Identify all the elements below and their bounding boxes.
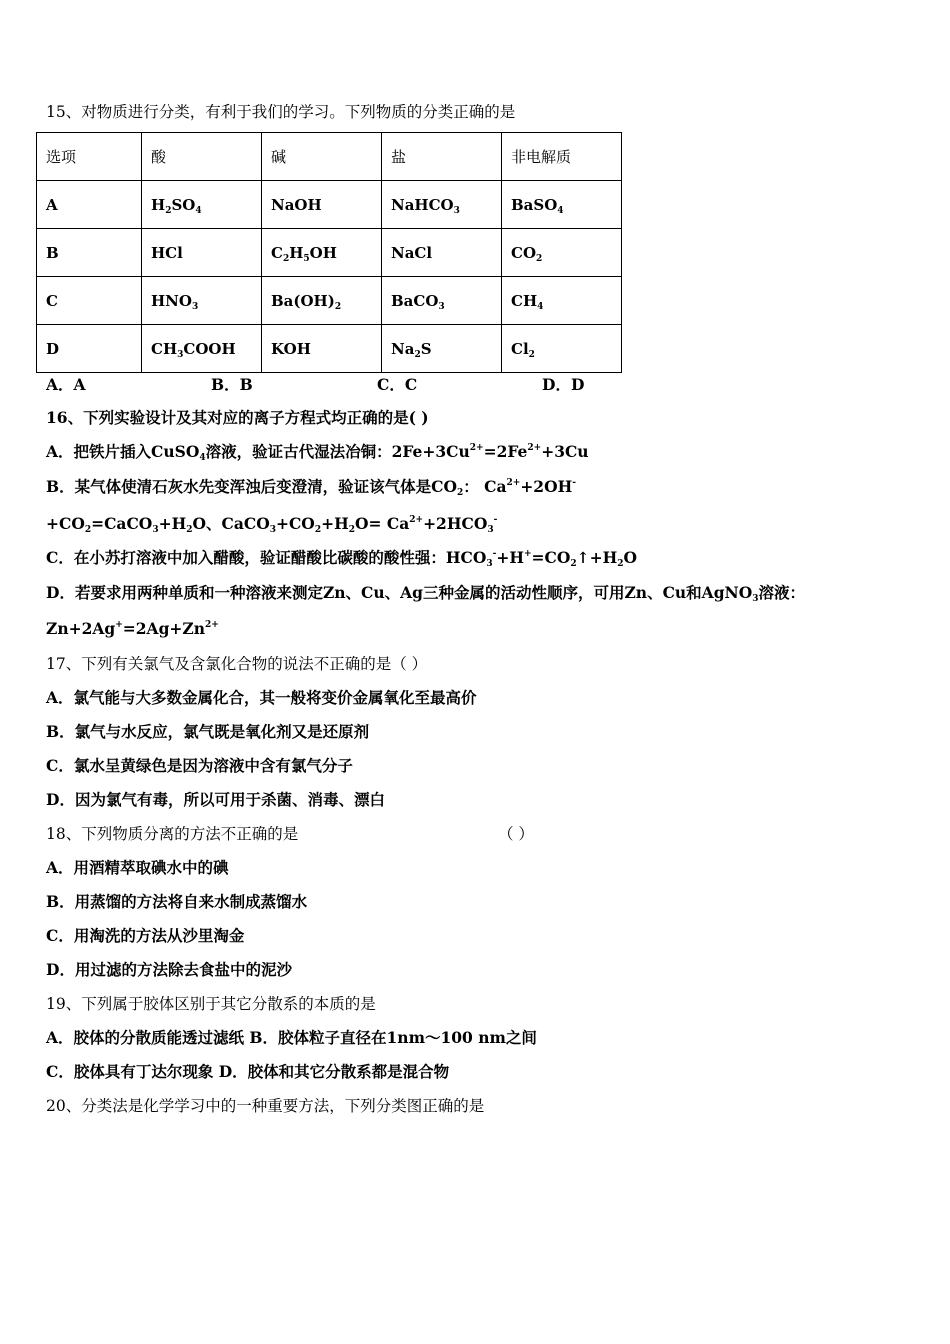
- table-cell: C: [37, 277, 142, 325]
- q15-options: [46, 373, 646, 395]
- q19-options-ab[interactable]: A．胶体的分散质能透过滤纸 B．胶体粒子直径在1nm～100 nm之间: [46, 1028, 537, 1047]
- q18-option-d[interactable]: D．用过滤的方法除去食盐中的泥沙: [46, 960, 292, 979]
- table-cell: $Cl_2$: [502, 325, 622, 373]
- classification-table: [36, 132, 622, 373]
- q19-stem: 19、下列属于胶体区别于其它分散系的本质的是: [46, 995, 376, 1013]
- q20-stem: 20、分类法是化学学习中的一种重要方法，下列分类图正确的是: [46, 1097, 485, 1115]
- table-cell: A: [37, 181, 142, 229]
- q15-stem: 15、对物质进行分类，有利于我们的学习。下列物质的分类正确的是: [46, 103, 516, 121]
- table-row: [37, 229, 622, 277]
- table-row: [37, 325, 622, 373]
- q17-option-b[interactable]: B．氯气与水反应，氯气既是氧化剂又是还原剂: [46, 722, 370, 741]
- q16-option-b-cont: $+CO_2=CaCO_3+H_2O$、$CaCO_3+CO_2+H_2O= Ca^{2+}+2HCO_3^-$: [46, 514, 498, 535]
- table-row: [37, 277, 622, 325]
- table-cell: $CH_4$: [502, 277, 622, 325]
- q17-stem: 17、下列有关氯气及含氯化合物的说法不正确的是（ ）: [46, 655, 428, 673]
- header-salt: 盐: [382, 133, 502, 181]
- q19-options-cd[interactable]: C．胶体具有丁达尔现象 D．胶体和其它分散系都是混合物: [46, 1062, 450, 1081]
- table-cell: NaHCO$_3$: [382, 181, 502, 229]
- q16-option-b[interactable]: B．某气体使清石灰水先变浑浊后变澄清，验证该气体是$CO_2$： $Ca^{2+}+2OH^-$: [46, 477, 576, 498]
- table-cell: BaSO$_4$: [502, 181, 622, 229]
- q17-option-d[interactable]: D．因为氯气有毒，所以可用于杀菌、消毒、漂白: [46, 790, 385, 809]
- table-cell: NaOH: [262, 181, 382, 229]
- table-cell: KOH: [262, 325, 382, 373]
- q15-option-c[interactable]: C．C: [377, 375, 418, 394]
- q17-option-a[interactable]: A．氯气能与大多数金属化合，其一般将变价金属氧化至最高价: [46, 688, 477, 707]
- q18-option-a[interactable]: A．用酒精萃取碘水中的碘: [46, 858, 229, 877]
- table-row: [37, 181, 622, 229]
- table-cell: $HNO_3$: [142, 277, 262, 325]
- table-cell: $C_2H_5OH$: [262, 229, 382, 277]
- q18-option-b[interactable]: B．用蒸馏的方法将自来水制成蒸馏水: [46, 892, 308, 911]
- table-cell: $H_2SO_4$: [142, 181, 262, 229]
- q16-stem: 16、下列实验设计及其对应的离子方程式均正确的是( ): [46, 408, 429, 427]
- header-nonelectrolyte: 非电解质: [502, 133, 622, 181]
- q16-option-d-cont: $Zn+2Ag^+=2Ag+Zn^{2+}$: [46, 619, 219, 638]
- table-cell: HCl: [142, 229, 262, 277]
- table-cell: BaCO$_3$: [382, 277, 502, 325]
- q17-option-c[interactable]: C．氯水呈黄绿色是因为溶液中含有氯气分子: [46, 756, 353, 775]
- header-base: 碱: [262, 133, 382, 181]
- table-cell: NaCl: [382, 229, 502, 277]
- table-cell: $Ba(OH)_2$: [262, 277, 382, 325]
- q15-option-a[interactable]: A．A: [46, 375, 86, 394]
- q16-option-a[interactable]: A．把铁片插入CuSO$_4$溶液，验证古代湿法冶铜：$2Fe+3Cu^{2+}=2Fe^{2+}+3Cu$: [46, 442, 589, 463]
- q16-option-c[interactable]: C．在小苏打溶液中加入醋酸，验证醋酸比碳酸的酸性强：$HCO_3^-+H^+=CO_2↑+H_2O$: [46, 548, 638, 569]
- table-cell: B: [37, 229, 142, 277]
- q15-option-b[interactable]: B．B: [211, 375, 253, 394]
- q18-option-c[interactable]: C．用淘洗的方法从沙里淘金: [46, 926, 245, 945]
- table-cell: $CH_3COOH$: [142, 325, 262, 373]
- header-option: 选项: [37, 133, 142, 181]
- q16-option-d[interactable]: D．若要求用两种单质和一种溶液来测定Zn、Cu、Ag三种金属的活动性顺序，可用Zn、Cu和AgNO$_3$溶液：: [46, 583, 806, 604]
- table-cell: $CO_2$: [502, 229, 622, 277]
- table-cell: $Na_2S$: [382, 325, 502, 373]
- table-header-row: [37, 133, 622, 181]
- q18-stem: 18、下列物质分离的方法不正确的是: [46, 825, 299, 843]
- q18-answer-paren: （ ）: [498, 825, 534, 843]
- q15-option-d[interactable]: D．D: [542, 375, 585, 394]
- table-cell: D: [37, 325, 142, 373]
- header-acid: 酸: [142, 133, 262, 181]
